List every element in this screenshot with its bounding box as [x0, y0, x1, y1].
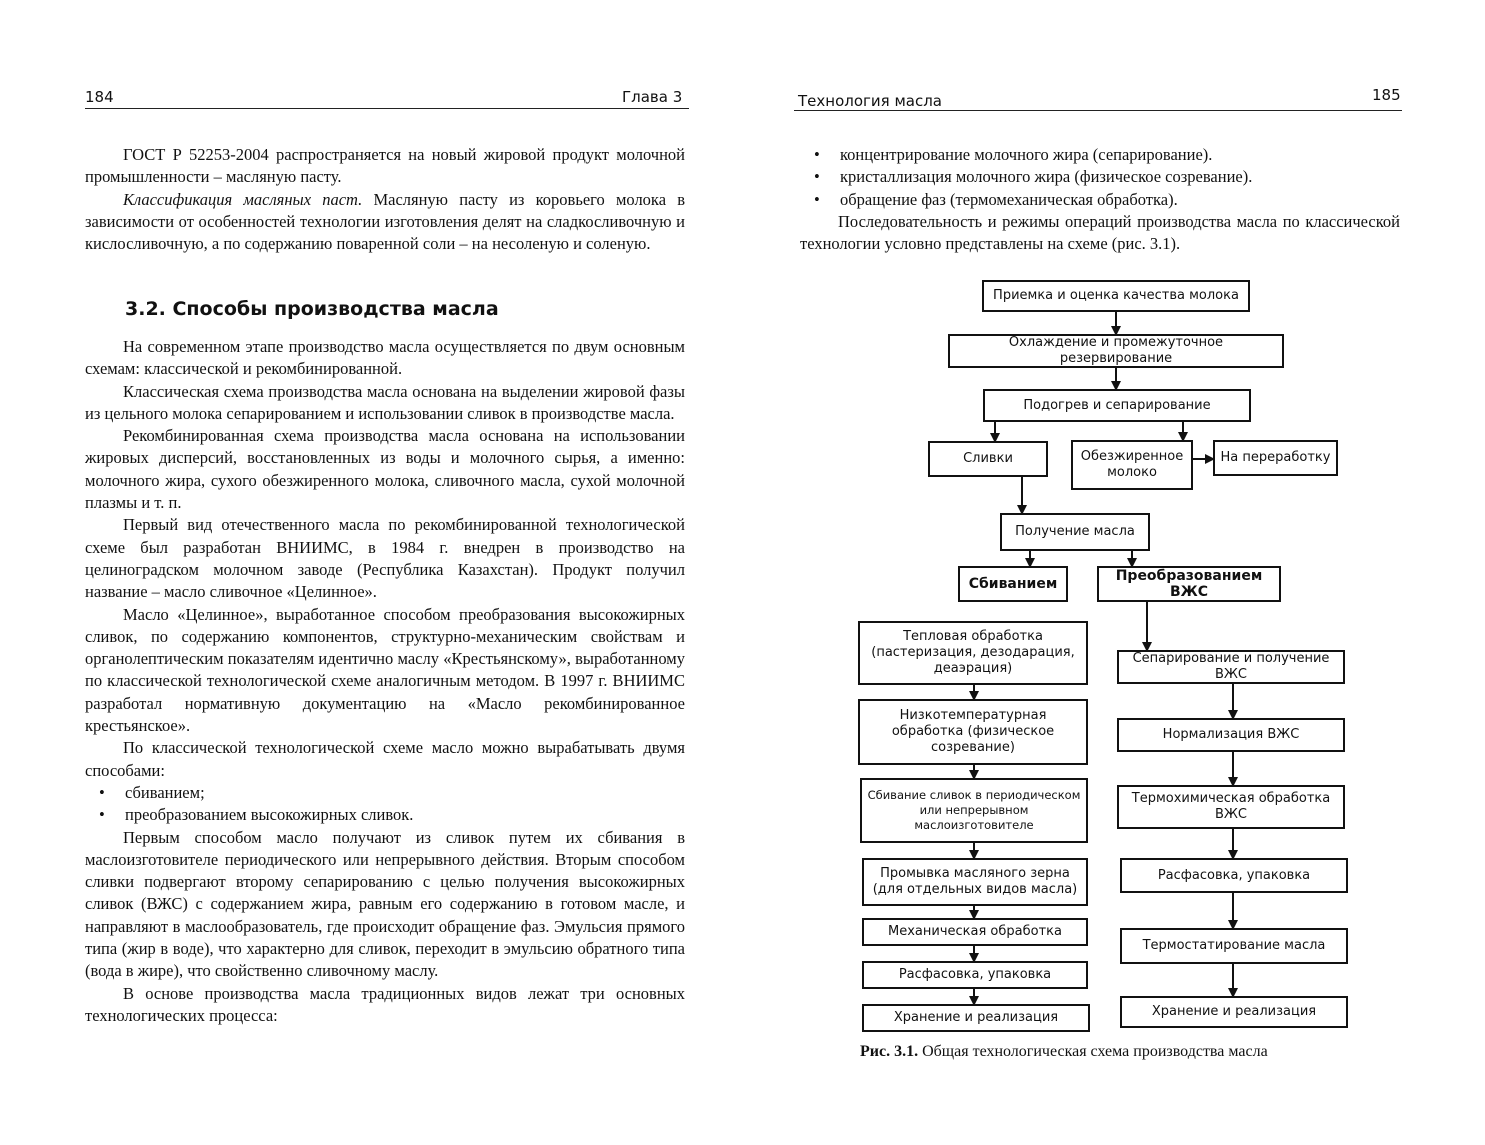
- flow-box-hfc-conversion: Преобразованием ВЖС: [1097, 566, 1281, 602]
- paragraph: Рекомбинированная схема производства масла основана на использовании жировых дисперсий, восстановленных из воды и молочного сырья, а именно: молочного жира, сухого обезжиренного молока, сливочного масла, сухой молочной плазмы и т. п.: [85, 426, 685, 513]
- flow-box-left-3: Сбивание сливок в периодическом или непрерывном маслоизготовителе: [860, 778, 1088, 843]
- flow-box-heating-separation: Подогрев и сепарирование: [983, 389, 1251, 422]
- paragraph-rest: Масляную пасту из коровьего молока в зависимости от особенностей технологии изготовления делят на сладкосливочную и кислосливочную, а по содержанию поваренной соли – на несоленую и соленую.: [85, 189, 685, 254]
- intro-text: [85, 144, 685, 255]
- running-head: Глава 3: [622, 88, 683, 106]
- caption-label: Рис. 3.1.: [860, 1043, 919, 1060]
- list-item: • обращение фаз (термомеханическая обработка).: [800, 189, 1400, 211]
- paragraph: Первым способом масло получают из сливок путем их сбивания в маслоизготовителе периодического или непрерывного действия. Вторым способом сливки подвергают второму сепарированию с целью получения высокожирных сливок (ВЖС) с содержанием жира, равным его содержанию в готовом масле, и направляют в маслообразователь, где происходит обращение фаз. Эмульсия прямого типа (жир в воде), что характерно для сливок, переходит в эмульсию обратного типа (вода в жире), что свойственно сливочному маслу.: [85, 827, 685, 981]
- flow-box-butter-production: Получение масла: [1000, 513, 1150, 551]
- flow-box-milk-acceptance: Приемка и оценка качества молока: [982, 280, 1250, 312]
- flow-box-cream: Сливки: [928, 441, 1048, 477]
- list-item: • сбиванием;: [85, 782, 685, 804]
- flow-box-churning: Сбиванием: [958, 566, 1068, 602]
- page-number: 184: [85, 88, 114, 106]
- paragraph: ГОСТ Р 52253-2004 распространяется на новый жировой продукт молочной промышленности – масляную пасту.: [85, 145, 685, 187]
- list-item: • кристаллизация молочного жира (физическое созревание).: [800, 166, 1400, 188]
- flow-box-left-4: Промывка масляного зерна (для отдельных видов масла): [862, 858, 1088, 906]
- flow-box-skim-milk: Обезжиренное молоко: [1071, 440, 1193, 490]
- flow-box-right-6: Хранение и реализация: [1120, 996, 1348, 1028]
- caption-text: Общая технологическая схема производства масла: [918, 1043, 1268, 1060]
- flow-box-processing: На переработку: [1213, 440, 1338, 476]
- page-number: 185: [1372, 86, 1401, 104]
- paragraph: Первый вид отечественного масла по рекомбинированной технологической схеме был разработан ВНИИМС, в 1984 г. внедрен в производство на целиноградском молочном заводе (Республика Казахстан). Продукт получил название – масло сливочное «Целинное».: [85, 515, 685, 602]
- main-text: [85, 336, 685, 1027]
- flow-box-left-5: Механическая обработка: [862, 918, 1088, 946]
- flow-box-left-6: Расфасовка, упаковка: [862, 961, 1088, 989]
- flow-box-right-4: Расфасовка, упаковка: [1120, 858, 1348, 893]
- list-item: • концентрирование молочного жира (сепарирование).: [800, 144, 1400, 166]
- right-text: [800, 144, 1400, 255]
- flow-box-left-2: Низкотемпературная обработка (физическое созревание): [858, 699, 1088, 765]
- paragraph: В основе производства масла традиционных видов лежат три основных технологических процесса:: [85, 983, 685, 1025]
- flow-box-right-5: Термостатирование масла: [1120, 928, 1348, 964]
- paragraph: [85, 189, 685, 256]
- paragraph: На современном этапе производство масла осуществляется по двум основным схемам: классической и рекомбинированной.: [85, 337, 685, 379]
- flow-box-cooling: Охлаждение и промежуточное резервирование: [948, 334, 1284, 368]
- paragraph: Классическая схема производства масла основана на выделении жировой фазы из цельного молока сепарированием и использовании сливок в производстве масла.: [85, 381, 685, 423]
- flow-box-right-3: Термохимическая обработка ВЖС: [1117, 785, 1345, 829]
- flow-box-left-1: Тепловая обработка (пастеризация, дезодарация, деаэрация): [858, 621, 1088, 685]
- bullet-list: [85, 782, 685, 827]
- list-item: • преобразованием высокожирных сливок.: [85, 804, 685, 826]
- running-head: Технология масла: [798, 92, 942, 110]
- header-rule: [794, 110, 1402, 111]
- italic-term: Классификация масляных паст.: [123, 189, 363, 209]
- left-page: [0, 0, 742, 1145]
- bullet-list: [800, 144, 1400, 211]
- paragraph: Масло «Целинное», выработанное способом преобразования высокожирных сливок, по содержанию компонентов, структурно-механическим свойствам и органолептическим показателям идентично маслу «Крестьянскому», выработанному по классической технологической схеме аналогичным методом. В 1997 г. ВНИИМС разработал нормативную документацию на «Масло рекомбинированное крестьянское».: [85, 604, 685, 736]
- section-title: 3.2. Способы производства масла: [125, 298, 499, 320]
- figure-caption: [860, 1043, 1268, 1061]
- paragraph: По классической технологической схеме масло можно вырабатывать двумя способами:: [85, 738, 685, 780]
- header-rule: [85, 108, 689, 109]
- paragraph: Последовательность и режимы операций производства масла по классической технологии условно представлены на схеме (рис. 3.1).: [800, 211, 1400, 254]
- flow-box-right-1: Сепарирование и получение ВЖС: [1117, 650, 1345, 684]
- flow-box-left-7: Хранение и реализация: [862, 1004, 1090, 1032]
- flow-box-right-2: Нормализация ВЖС: [1117, 718, 1345, 752]
